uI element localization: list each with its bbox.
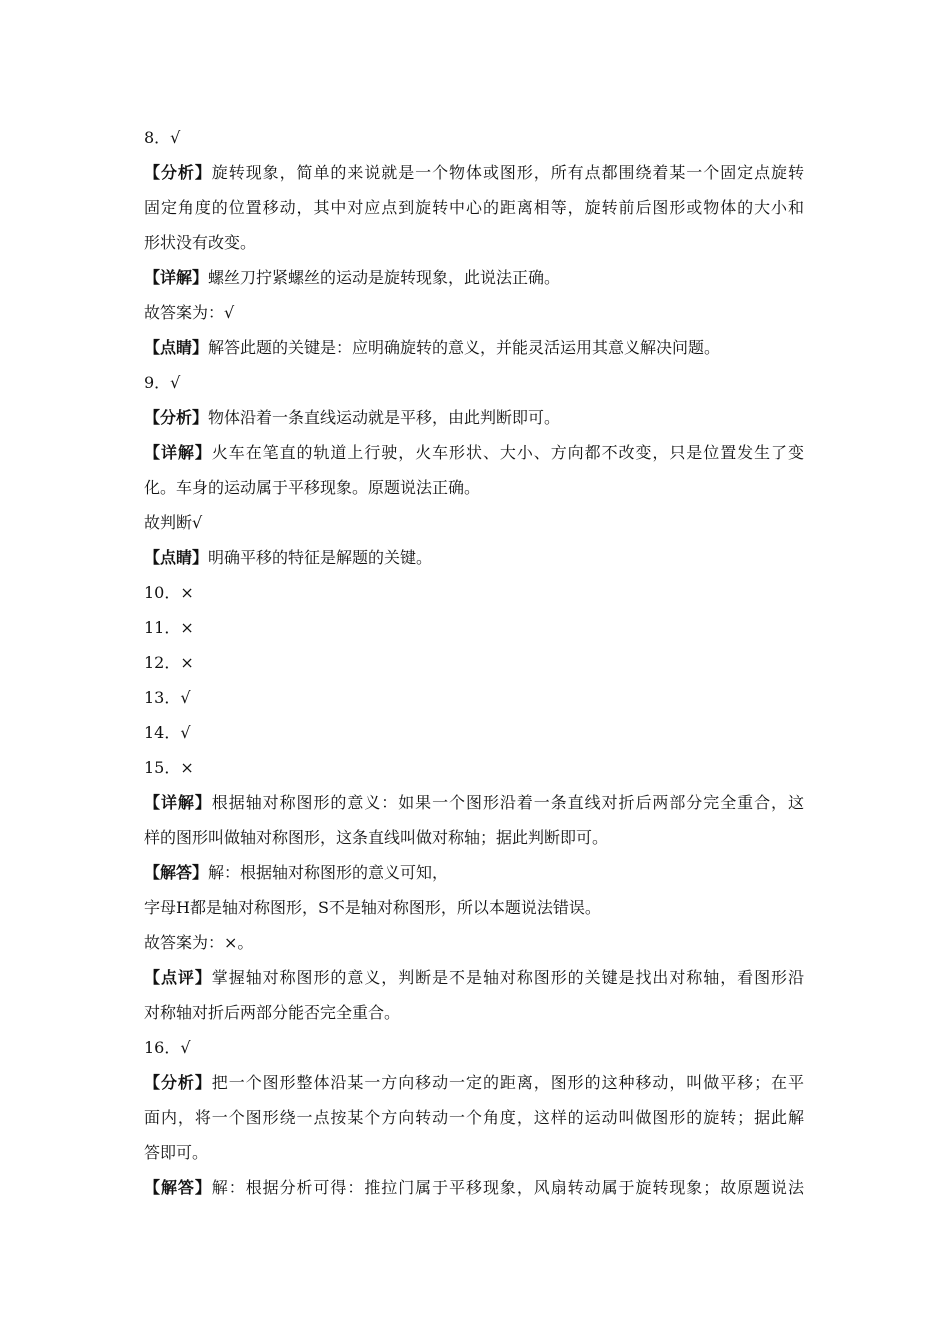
answer-12: 12．× (144, 653, 194, 672)
answer-11: 11．× (144, 618, 194, 637)
conclusion-8: 故答案为：√ (144, 303, 235, 322)
analysis-16-cont: 面内，将一个图形绕一点按某个方向转动一个角度，这样的运动叫做图形的旋转；据此解 (144, 1108, 804, 1127)
analysis-8-cont: 固定角度的位置移动，其中对应点到旋转中心的距离相等，旋转前后图形或物体的大小和 (144, 198, 804, 217)
detail-9-cont: 化。车身的运动属于平移现象。原题说法正确。 (144, 478, 481, 497)
detail-15: 【详解】根据轴对称图形的意义：如果一个图形沿着一条直线对折后两部分完全重合，这 (144, 793, 804, 812)
solution-16: 【解答】解：根据分析可得：推拉门属于平移现象，风扇转动属于旋转现象；故原题说法 (144, 1178, 804, 1197)
solution-15-cont: 字母H都是轴对称图形，S不是轴对称图形，所以本题说法错误。 (144, 898, 601, 917)
answer-15: 15．× (144, 758, 194, 777)
detail-8: 【详解】螺丝刀拧紧螺丝的运动是旋转现象，此说法正确。 (144, 268, 561, 287)
answer-9: 9．√ (144, 373, 181, 392)
analysis-8-end: 形状没有改变。 (144, 233, 257, 252)
answer-8: 8．√ (144, 128, 181, 147)
analysis-8: 【分析】旋转现象，简单的来说就是一个物体或图形，所有点都围绕着某一个固定点旋转 (144, 163, 804, 182)
conclusion-15: 故答案为：×。 (144, 933, 254, 952)
answer-10: 10．× (144, 583, 194, 602)
comment-15: 【点评】掌握轴对称图形的意义，判断是不是轴对称图形的关键是找出对称轴，看图形沿 (144, 968, 804, 987)
detail-9: 【详解】火车在笔直的轨道上行驶，火车形状、大小、方向都不改变，只是位置发生了变 (144, 443, 804, 462)
detail-15-cont: 样的图形叫做轴对称图形，这条直线叫做对称轴；据此判断即可。 (144, 828, 609, 847)
solution-15: 【解答】解：根据轴对称图形的意义可知， (144, 863, 449, 882)
answer-16: 16．√ (144, 1038, 191, 1057)
comment-15-cont: 对称轴对折后两部分能否完全重合。 (144, 1003, 401, 1022)
analysis-16: 【分析】把一个图形整体沿某一方向移动一定的距离，图形的这种移动，叫做平移；在平 (144, 1073, 804, 1092)
analysis-16-end: 答即可。 (144, 1143, 209, 1162)
tip-8: 【点睛】解答此题的关键是：应明确旋转的意义，并能灵活运用其意义解决问题。 (144, 338, 721, 357)
analysis-9: 【分析】物体沿着一条直线运动就是平移，由此判断即可。 (144, 408, 561, 427)
tip-9: 【点睛】明确平移的特征是解题的关键。 (144, 548, 433, 567)
answer-13: 13．√ (144, 688, 191, 707)
conclusion-9: 故判断√ (144, 513, 203, 532)
answer-14: 14．√ (144, 723, 191, 742)
